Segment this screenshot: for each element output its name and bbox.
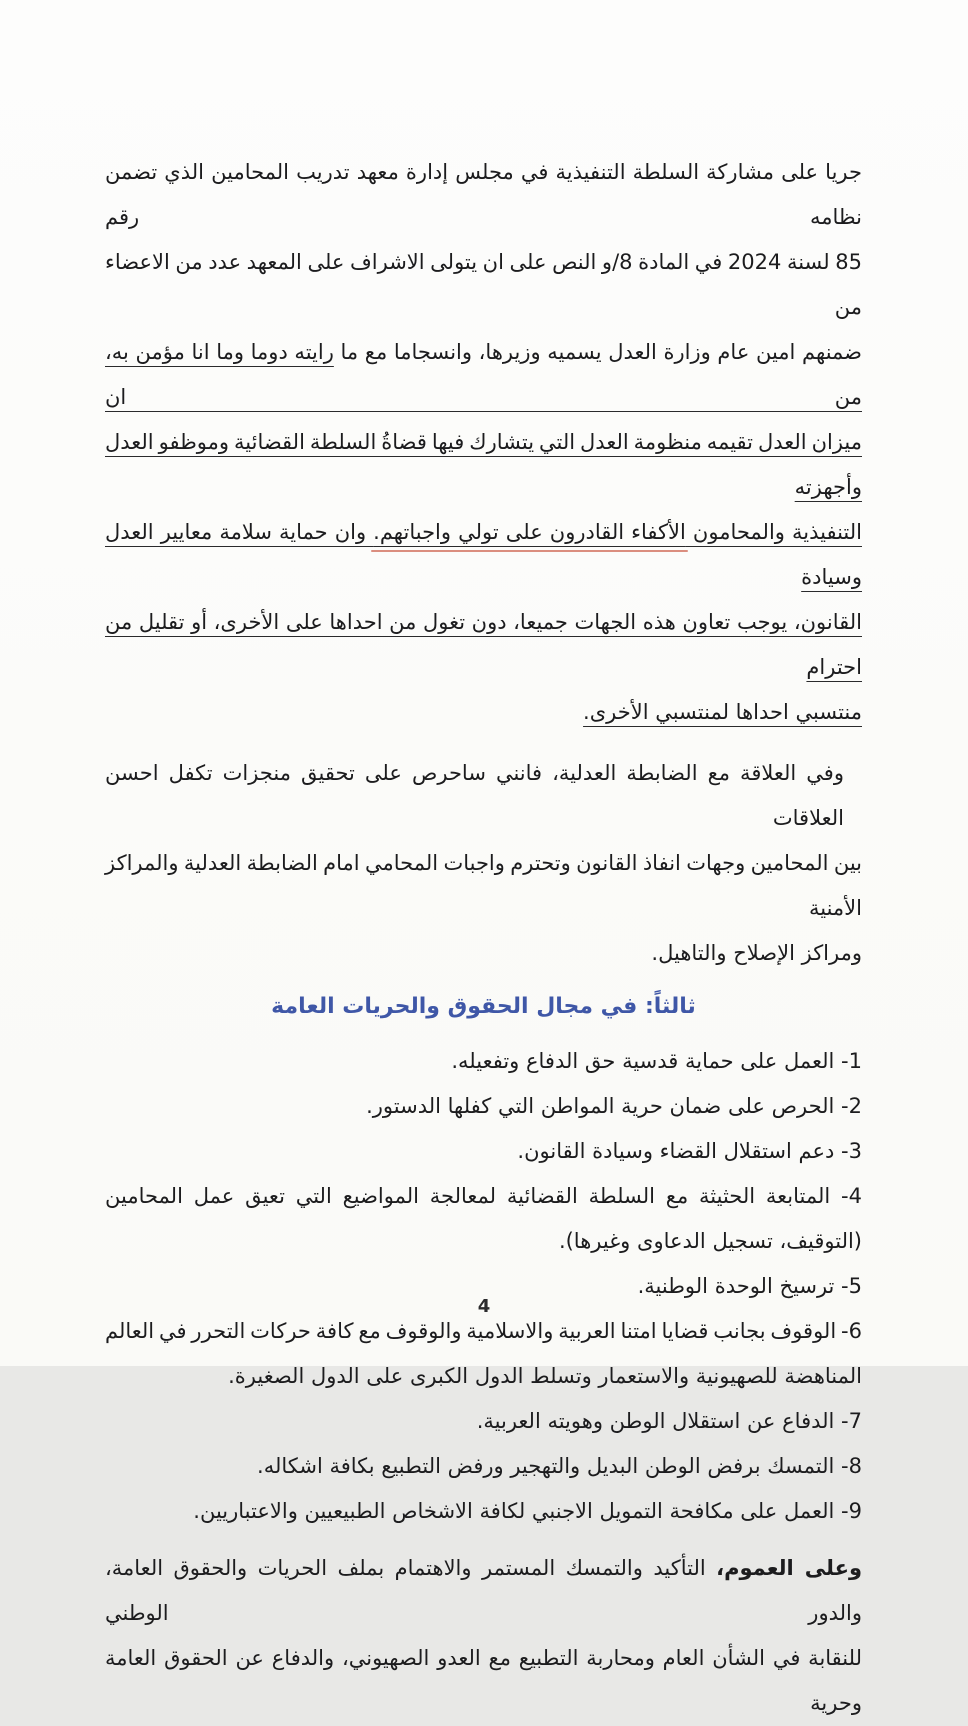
section-heading-rights-freedoms: ثالثاً: في مجال الحقوق والحريات العامة	[271, 994, 696, 1019]
list-item-6-continuation	[105, 1354, 862, 1399]
text-line	[105, 1636, 862, 1726]
document-content	[105, 150, 862, 1726]
line-text: جريا على مشاركة السلطة التنفيذية في مجلس إدارة معهد تدريب المحامين الذي تضمن نظامه رقم	[105, 160, 862, 229]
item-text: 9- العمل على مكافحة التمويل الاجنبي لكافة الاشخاص الطبيعيين والاعتباريين.	[193, 1499, 862, 1523]
text-line	[105, 841, 862, 931]
item-text: (التوقيف، تسجيل الدعاوى وغيرها).	[558, 1229, 862, 1253]
list-item-8	[105, 1444, 862, 1489]
line-text: منتسبي احداها لمنتسبي الأخرى.	[583, 700, 862, 724]
paragraph-2	[105, 751, 862, 976]
text-line	[105, 751, 862, 841]
list-item-2	[105, 1084, 862, 1129]
item-text: 6- الوقوف بجانب قضايا امتنا العربية والاسلامية والوقوف مع كافة حركات التحرر في العالم	[105, 1319, 862, 1343]
item-text: 1- العمل على حماية قدسية حق الدفاع وتفعيله.	[451, 1049, 862, 1073]
text-line	[105, 150, 862, 240]
text-line-underlined	[105, 510, 862, 600]
item-text: 7- الدفاع عن استقلال الوطن وهويته العربية.	[476, 1409, 862, 1433]
text-line	[105, 240, 862, 330]
line-text: ومراكز الإصلاح والتاهيل.	[651, 941, 862, 965]
paragraph-last-line	[105, 690, 862, 735]
line-text: وفي العلاقة مع الضابطة العدلية، فانني ساحرص على تحقيق منجزات تكفل احسن العلاقات	[105, 761, 844, 830]
item-text: 2- الحرص على ضمان حرية المواطن التي كفلها الدستور.	[366, 1094, 862, 1118]
text-line-underlined	[105, 420, 862, 510]
line-text: ميزان العدل تقيمه منظومة العدل التي يتشارك فيها قضاةُ السلطة القضائية وموظفو العدل وأجهزته	[105, 430, 862, 499]
bold-lead-in: وعلى العموم،	[716, 1556, 862, 1580]
paragraph-1	[105, 150, 862, 735]
item-text: المناهضة للصهيونية والاستعمار وتسلط الدول الكبرى على الدول الصغيرة.	[228, 1364, 862, 1388]
item-text: 5- ترسيخ الوحدة الوطنية.	[637, 1274, 862, 1298]
line-text: 85 لسنة 2024 في المادة 8/و النص على ان يتولى الاشراف على المعهد عدد من الاعضاء من	[105, 250, 862, 319]
line-text: التنفيذية والمحامون	[685, 520, 862, 544]
text-line	[105, 1546, 862, 1636]
text-line-underlined	[105, 600, 862, 690]
line-text: التأكيد والتمسك المستمر والاهتمام بملف الحريات والحقوق العامة، والدور الوطني	[105, 1556, 862, 1625]
line-text: بين المحامين وجهات انفاذ القانون وتحترم واجبات المحامي امام الضابطة العدلية والمراكز الأمنية	[105, 851, 862, 920]
paragraph-last-line	[105, 931, 862, 976]
list-item-3	[105, 1129, 862, 1174]
numbered-list	[105, 1039, 862, 1534]
line-text: وان حماية سلامة معايير العدل وسيادة	[105, 520, 862, 589]
item-text: 4- المتابعة الحثيثة مع السلطة القضائية لمعالجة المواضيع التي تعيق عمل المحامين	[105, 1184, 862, 1208]
list-item-4	[105, 1174, 862, 1219]
line-text: القانون، يوجب تعاون هذه الجهات جميعا، دون تغول من احداها على الأخرى، أو تقليل من احترام	[105, 610, 862, 679]
list-item-7	[105, 1399, 862, 1444]
line-text: ضمنهم امين عام وزارة العدل يسميه وزيرها، وانسجاما مع ما	[333, 340, 863, 364]
item-text: 8- التمسك برفض الوطن البديل والتهجير ورفض التطبيع بكافة اشكاله.	[257, 1454, 862, 1478]
list-item-4-continuation	[105, 1219, 862, 1264]
line-text: للنقابة في الشأن العام ومحاربة التطبيع مع العدو الصهيوني، والدفاع عن الحقوق العامة وحرية	[105, 1646, 862, 1715]
underlined-text: رايته دوما وما انا مؤمن به، من ان	[105, 340, 862, 409]
list-item-1	[105, 1039, 862, 1084]
page-number: 4	[477, 1296, 491, 1317]
closing-paragraph	[105, 1546, 862, 1726]
item-text: 3- دعم استقلال القضاء وسيادة القانون.	[517, 1139, 862, 1163]
red-annotated-text: الأكفاء القادرون على تولي واجباتهم.	[373, 520, 686, 544]
text-line	[105, 330, 862, 420]
list-item-9	[105, 1489, 862, 1534]
